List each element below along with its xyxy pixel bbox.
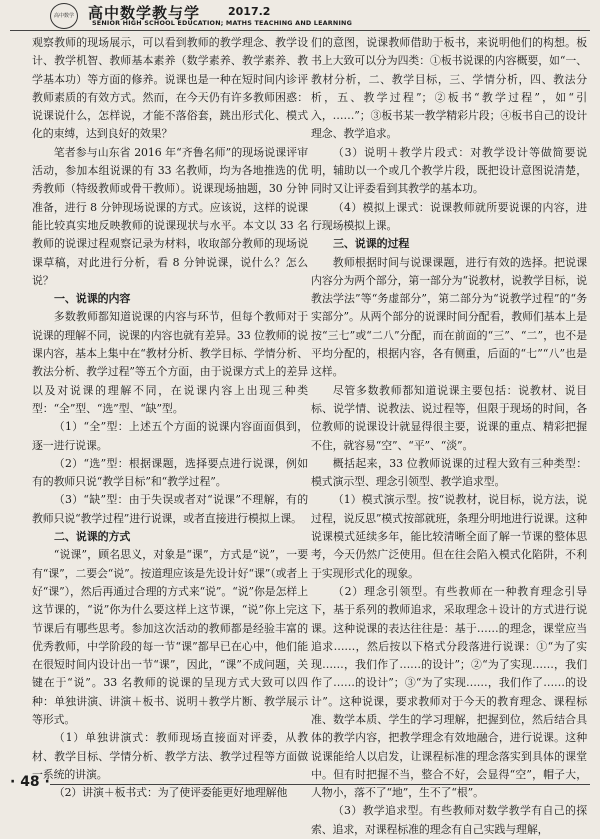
paragraph: 多数教师都知道说课的内容与环节，但每个教师对于说课的理解不同，说课的内容也就有差异。33 位教师的说课内容，基本上集中在“教材分析、教学目标、学情分析、教法分析、教学过程”等五个方面，由于说课方式上的差异以及对说课的理解不同，在说课内容上出现三种类型：“全”型、“选”型、“缺”型。: [32, 310, 308, 415]
paragraph: 尽管多数教师都知道说课主要包括：说教材、说目标、说学情、说教法、说过程等，但限于现场的时间，各位教师的说课设计就显得很主要，说课的重点、精彩把握不住，就容易“空”、“平”、“淡”。: [311, 383, 587, 452]
journal-subtitle: SENIOR HIGH SCHOOL EDUCATION; MATHS TEACHING AND LEARNING: [92, 19, 353, 27]
paragraph: 们的意图，说课教师借助于板书，来说明他们的构想。板书上大致可以分为四类：①板书说课的内容概要，如“一、教材分析，二、教学目标，三、学情分析，四、教法分析，五、教学过程”；②板书“教学过程”，如“引入，……”；③板书某一教学精彩片段；④板书自己的设计理念、教学追求。: [311, 36, 587, 141]
paragraph: （3）教学追求型。有些教师对数学教学有自己的探索、追求，对课程标准的理念有自己实践与理解，: [311, 804, 587, 836]
journal-title: 高中数学教与学: [88, 4, 201, 22]
paragraph: （2）理念引领型。有些教师在一种教育理念引导下，基于系列的教师追求，采取理念＋设计的方式进行说课。这种说课的表达往往是：基于……的理念，课堂应当追求……，然后按以下格式分段落进行说课：①“为了实现……，我们作了……的设计”；②“为了实现……，我们作了……的设计”；③“为了实现……，我们作了……的设计”。这种说课，要求教师对于今天的教育理念、课程标准、数学本质、学生的学习理解，把握到位，然后结合具体的教学内容，把教学理念有效地融合，进行说课。这种说课能给人以启发，让课程标准的理念落实到具体的课堂中。但有时把握不当，整合不好，会显得“空”，帽子大，人物小，落不了“地”，生不了“根”。: [311, 584, 587, 800]
left-column: [32, 34, 308, 800]
paragraph: 观察教师的现场展示，可以看到教师的教学理念、教学设计、教学机智、教师基本素养（数学素养、教学素养、教学基本功）等方面的修养。说课也是一种在短时间内诊评教师素质的有效方式。然而，在今天仍有许多教师困惑：说课说什么，怎样说，才能不落俗套，跳出形式化、模式化的束缚，达到良好的效果？: [32, 36, 308, 141]
right-column: [311, 34, 587, 836]
section-heading: 一、说课的内容: [54, 292, 131, 306]
paragraph: 笔者参与山东省 2016 年“齐鲁名师”的现场说课评审活动，参加本组说课的有 33 名教师，均为各地推选的优秀教师（特级教师或骨干教师）。说课现场抽题，30 分钟准备，进行 8 分钟现场说课的方式。应该说，这样的说课能比较真实地反映教师的说课现状与水平。本文以 33 名教师的说课过程观察记录为材料，收取部分教师的现场说课草稿，对此进行分析，看 8 分钟说课，说什么？怎么说？: [32, 145, 308, 287]
section-heading: 二、说课的方式: [54, 530, 131, 544]
paragraph: （2）讲演＋板书式：为了使评委能更好地理解他: [53, 786, 288, 800]
paragraph: “说课”，顾名思义，对象是“课”，方式是“说”，一要有“课”，二要会“说”。按道理应该是先设计好“课”（或者上好“课”），然后再通过合理的方式来“说”。“说”你是怎样上这节课的，“说”你为什么要这样上这节课，“说”你上完这节课后有哪些思考。参加这次活动的教师都是经验丰富的优秀教师，中学阶段的每一节“课”都早已在心中，他们能在很短时间内设计出一节“课”，因此，“课”不成问题，关键在于“说”。33 名教师的说课的呈现方式大致可以四种：单独讲演、讲演＋板书、说明＋教学片断、教学展示等形式。: [32, 548, 308, 726]
footer-rule: [50, 784, 590, 785]
paragraph: （1）单独讲演式：教师现场直接面对评委，从教材、教学目标、学情分析、教学方法、教学过程等方面做一系统的讲演。: [32, 731, 308, 781]
paragraph: （2）“选”型：根据课题，选择要点进行说课，例如有的教师只说“教学目标”和“教学过程”。: [32, 456, 308, 489]
paragraph: （1）模式演示型。按“说教材，说目标，说方法，说过程，说反思”模式按部就班，条理分明地进行说课。这种说课模式延续多年，能比较清晰全面了解一节课的整体思考，今天仍然广泛使用。但在往会陷入模式化陷阱，不利于实现形式化的现象。: [311, 493, 587, 580]
paragraph: （3）说明＋教学片段式：对教学设计等做简要说明，辅助以一个或几个教学片段，既把设计意图说清楚，同时又让评委看到其教学的基本功。: [311, 145, 587, 196]
section-heading: 三、说课的过程: [333, 237, 410, 251]
paragraph: （1）“全”型：上述五个方面的说课内容面面俱到，逐一进行说课。: [32, 420, 308, 452]
paragraph: （4）模拟上课式：说课教师就所要说课的内容，进行现场模拟上课。: [311, 200, 587, 232]
journal-header: [10, 2, 590, 31]
page-number: · 48 ·: [10, 774, 50, 790]
page-footer: [10, 774, 590, 794]
journal-logo: 高中数学: [50, 3, 78, 29]
paragraph: （3）“缺”型：由于失误或者对“说课”不理解，有的教师只说“教学过程”进行说课，或者直接进行模拟上课。: [32, 493, 308, 525]
paragraph: 概括起来，33 位教师说课的过程大致有三种类型：模式演示型、理念引领型、教学追求型。: [311, 456, 587, 489]
paragraph: 教师根据时间与说课课题，进行有效的选择。把说课内容分为两个部分，第一部分为“说教材，说教学目标，说教法学法”等“务虚部分”，第二部分为“说教学过程”的“务实部分”。从两个部分的说课时间分配看，教师们基本上是按“三七”或“二八”分配，而在前面的“三”、“二”，也不是平均分配的，根据内容，各有侧重，后面的“七”“八”也是这样。: [311, 255, 587, 379]
issue-number: 2017.2: [228, 5, 271, 18]
